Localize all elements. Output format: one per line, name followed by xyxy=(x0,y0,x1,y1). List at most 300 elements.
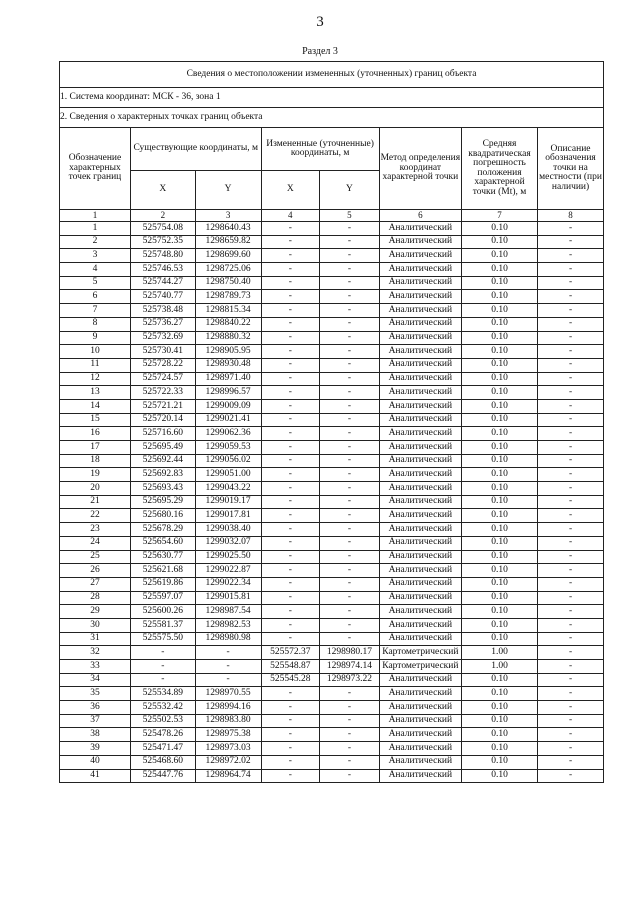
cell-point-number: 11 xyxy=(60,358,131,372)
cell-method: Аналитический xyxy=(379,235,461,249)
cell-existing-y: 1298725.06 xyxy=(195,263,261,277)
cell-point-number: 29 xyxy=(60,605,131,619)
cell-method: Аналитический xyxy=(379,591,461,605)
cell-existing-x: 525621.68 xyxy=(130,564,195,578)
cell-accuracy: 0.10 xyxy=(461,523,537,537)
cell-method: Картометрический xyxy=(379,660,461,674)
column-number: 4 xyxy=(261,210,320,222)
cell-changed-x: - xyxy=(261,714,320,728)
cell-point-number: 30 xyxy=(60,618,131,632)
cell-changed-y: - xyxy=(320,468,380,482)
cell-accuracy: 0.10 xyxy=(461,372,537,386)
cell-existing-y: 1298994.16 xyxy=(195,701,261,715)
cell-changed-x: - xyxy=(261,701,320,715)
cell-description: - xyxy=(538,276,604,290)
points-section-title: 2. Сведения о характерных точках границ объекта xyxy=(60,108,604,128)
cell-point-number: 36 xyxy=(60,701,131,715)
header-changed-y: Y xyxy=(320,171,380,210)
table-row xyxy=(60,249,604,263)
cell-description: - xyxy=(538,290,604,304)
cell-accuracy: 0.10 xyxy=(461,742,537,756)
cell-changed-x: - xyxy=(261,317,320,331)
cell-accuracy: 0.10 xyxy=(461,454,537,468)
cell-changed-y: - xyxy=(320,399,380,413)
cell-existing-x: 525744.27 xyxy=(130,276,195,290)
cell-existing-x: - xyxy=(130,660,195,674)
cell-changed-y: - xyxy=(320,714,380,728)
table-row xyxy=(60,673,604,687)
cell-description: - xyxy=(538,564,604,578)
cell-existing-x: 525534.89 xyxy=(130,687,195,701)
cell-changed-x: - xyxy=(261,304,320,318)
header-method: Метод определения координат характерной точки xyxy=(379,128,461,210)
table-row xyxy=(60,290,604,304)
cell-description: - xyxy=(538,769,604,783)
cell-description: - xyxy=(538,495,604,509)
table-row xyxy=(60,769,604,783)
table-row xyxy=(60,399,604,413)
cell-accuracy: 1.00 xyxy=(461,660,537,674)
page-number: 3 xyxy=(316,14,324,30)
table-row xyxy=(60,618,604,632)
cell-existing-x: 525502.53 xyxy=(130,714,195,728)
cell-changed-y: 1298980.17 xyxy=(320,646,380,660)
table-row xyxy=(60,660,604,674)
cell-accuracy: 0.10 xyxy=(461,263,537,277)
cell-existing-y: 1298970.55 xyxy=(195,687,261,701)
cell-existing-x: 525716.60 xyxy=(130,427,195,441)
cell-changed-x: - xyxy=(261,345,320,359)
cell-accuracy: 0.10 xyxy=(461,755,537,769)
cell-existing-x: 525619.86 xyxy=(130,577,195,591)
header-description: Описание обозначения точки на местности (при наличии) xyxy=(538,128,604,210)
cell-changed-y: 1298974.14 xyxy=(320,660,380,674)
cell-changed-x: 525548.87 xyxy=(261,660,320,674)
cell-point-number: 7 xyxy=(60,304,131,318)
cell-changed-x: - xyxy=(261,591,320,605)
cell-changed-y: - xyxy=(320,290,380,304)
cell-existing-x: 525678.29 xyxy=(130,523,195,537)
table-row xyxy=(60,728,604,742)
cell-accuracy: 0.10 xyxy=(461,331,537,345)
cell-description: - xyxy=(538,536,604,550)
table-row xyxy=(60,714,604,728)
column-number: 5 xyxy=(320,210,380,222)
cell-existing-y: 1298659.82 xyxy=(195,235,261,249)
cell-changed-x: - xyxy=(261,386,320,400)
table-row xyxy=(60,482,604,496)
cell-point-number: 15 xyxy=(60,413,131,427)
cell-point-number: 33 xyxy=(60,660,131,674)
cell-description: - xyxy=(538,550,604,564)
cell-description: - xyxy=(538,755,604,769)
cell-existing-y: - xyxy=(195,673,261,687)
cell-point-number: 31 xyxy=(60,632,131,646)
cell-existing-y: 1299051.00 xyxy=(195,468,261,482)
cell-point-number: 22 xyxy=(60,509,131,523)
header-point-designation: Обозначение характерных точек границ xyxy=(60,128,131,210)
header-existing-x: X xyxy=(130,171,195,210)
cell-description: - xyxy=(538,235,604,249)
cell-accuracy: 0.10 xyxy=(461,290,537,304)
cell-existing-y: 1299059.53 xyxy=(195,441,261,455)
cell-changed-x: - xyxy=(261,728,320,742)
cell-changed-y: - xyxy=(320,605,380,619)
cell-changed-y: - xyxy=(320,742,380,756)
column-number: 1 xyxy=(60,210,131,222)
cell-description: - xyxy=(538,742,604,756)
cell-existing-y: 1298815.34 xyxy=(195,304,261,318)
cell-existing-x: 525754.08 xyxy=(130,222,195,236)
cell-description: - xyxy=(538,317,604,331)
cell-existing-y: 1298987.54 xyxy=(195,605,261,619)
cell-existing-y: 1299025.50 xyxy=(195,550,261,564)
cell-method: Аналитический xyxy=(379,509,461,523)
cell-accuracy: 0.10 xyxy=(461,701,537,715)
cell-existing-y: 1299062.36 xyxy=(195,427,261,441)
cell-point-number: 41 xyxy=(60,769,131,783)
cell-accuracy: 0.10 xyxy=(461,276,537,290)
table-row xyxy=(60,358,604,372)
cell-description: - xyxy=(538,399,604,413)
cell-point-number: 14 xyxy=(60,399,131,413)
cell-method: Картометрический xyxy=(379,646,461,660)
header-accuracy: Средняя квадратическая погрешность положения характерной точки (Mt), м xyxy=(461,128,537,210)
cell-existing-x: 525471.47 xyxy=(130,742,195,756)
cell-existing-x: 525680.16 xyxy=(130,509,195,523)
header-changed-coords: Измененные (уточненные) координаты, м xyxy=(261,128,379,171)
table-row xyxy=(60,523,604,537)
cell-method: Аналитический xyxy=(379,331,461,345)
cell-description: - xyxy=(538,222,604,236)
cell-existing-x: 525581.37 xyxy=(130,618,195,632)
cell-existing-y: 1298996.57 xyxy=(195,386,261,400)
cell-changed-x: - xyxy=(261,564,320,578)
cell-method: Аналитический xyxy=(379,468,461,482)
cell-changed-x: - xyxy=(261,222,320,236)
table-row xyxy=(60,605,604,619)
cell-changed-y: - xyxy=(320,331,380,345)
cell-method: Аналитический xyxy=(379,345,461,359)
cell-accuracy: 0.10 xyxy=(461,413,537,427)
table-row xyxy=(60,441,604,455)
cell-changed-y: - xyxy=(320,304,380,318)
cell-existing-x: 525738.48 xyxy=(130,304,195,318)
cell-existing-y: 1298971.40 xyxy=(195,372,261,386)
cell-point-number: 35 xyxy=(60,687,131,701)
cell-changed-x: - xyxy=(261,331,320,345)
cell-changed-x: - xyxy=(261,358,320,372)
cell-existing-x: 525748.80 xyxy=(130,249,195,263)
cell-point-number: 27 xyxy=(60,577,131,591)
table-row xyxy=(60,646,604,660)
cell-changed-x: - xyxy=(261,276,320,290)
cell-method: Аналитический xyxy=(379,495,461,509)
cell-description: - xyxy=(538,509,604,523)
cell-point-number: 34 xyxy=(60,673,131,687)
cell-method: Аналитический xyxy=(379,714,461,728)
cell-changed-x: - xyxy=(261,536,320,550)
cell-accuracy: 0.10 xyxy=(461,591,537,605)
cell-description: - xyxy=(538,249,604,263)
cell-accuracy: 0.10 xyxy=(461,536,537,550)
cell-description: - xyxy=(538,454,604,468)
table-row xyxy=(60,222,604,236)
column-number: 3 xyxy=(195,210,261,222)
table-row xyxy=(60,495,604,509)
cell-changed-x: - xyxy=(261,413,320,427)
cell-existing-y: 1298840.22 xyxy=(195,317,261,331)
cell-method: Аналитический xyxy=(379,701,461,715)
cell-existing-y: 1298964.74 xyxy=(195,769,261,783)
cell-accuracy: 0.10 xyxy=(461,728,537,742)
cell-changed-x: - xyxy=(261,482,320,496)
cell-description: - xyxy=(538,468,604,482)
cell-changed-y: - xyxy=(320,345,380,359)
table-row xyxy=(60,687,604,701)
cell-changed-x: - xyxy=(261,605,320,619)
cell-description: - xyxy=(538,632,604,646)
cell-existing-x: 525695.29 xyxy=(130,495,195,509)
table-row xyxy=(60,550,604,564)
cell-point-number: 38 xyxy=(60,728,131,742)
cell-existing-x: 525728.22 xyxy=(130,358,195,372)
cell-existing-x: 525597.07 xyxy=(130,591,195,605)
cell-method: Аналитический xyxy=(379,482,461,496)
cell-changed-x: - xyxy=(261,742,320,756)
cell-changed-y: - xyxy=(320,427,380,441)
cell-description: - xyxy=(538,413,604,427)
cell-method: Аналитический xyxy=(379,413,461,427)
cell-existing-x: 525692.44 xyxy=(130,454,195,468)
cell-changed-x: - xyxy=(261,441,320,455)
cell-changed-y: - xyxy=(320,701,380,715)
cell-changed-y: - xyxy=(320,618,380,632)
cell-existing-x: 525721.21 xyxy=(130,399,195,413)
cell-existing-y: 1299009.09 xyxy=(195,399,261,413)
cell-changed-x: - xyxy=(261,372,320,386)
cell-existing-y: 1299017.81 xyxy=(195,509,261,523)
cell-existing-x: 525746.53 xyxy=(130,263,195,277)
table-row xyxy=(60,386,604,400)
cell-method: Аналитический xyxy=(379,317,461,331)
cell-changed-x: - xyxy=(261,399,320,413)
cell-description: - xyxy=(538,386,604,400)
cell-changed-y: - xyxy=(320,386,380,400)
cell-changed-x: - xyxy=(261,509,320,523)
cell-method: Аналитический xyxy=(379,605,461,619)
cell-existing-y: 1299043.22 xyxy=(195,482,261,496)
cell-description: - xyxy=(538,673,604,687)
table-row xyxy=(60,372,604,386)
header-existing-y: Y xyxy=(195,171,261,210)
cell-existing-y: 1298972.02 xyxy=(195,755,261,769)
cell-changed-x: - xyxy=(261,632,320,646)
cell-description: - xyxy=(538,714,604,728)
cell-changed-y: - xyxy=(320,317,380,331)
cell-existing-y: 1298973.03 xyxy=(195,742,261,756)
cell-existing-y: - xyxy=(195,660,261,674)
cell-existing-x: 525654.60 xyxy=(130,536,195,550)
table-title: Сведения о местоположении измененных (уточненных) границ объекта xyxy=(60,62,604,88)
cell-description: - xyxy=(538,687,604,701)
cell-changed-x: - xyxy=(261,290,320,304)
cell-existing-x: - xyxy=(130,673,195,687)
cell-changed-y: - xyxy=(320,372,380,386)
cell-method: Аналитический xyxy=(379,632,461,646)
cell-method: Аналитический xyxy=(379,249,461,263)
table-row xyxy=(60,632,604,646)
cell-existing-x: 525468.60 xyxy=(130,755,195,769)
cell-method: Аналитический xyxy=(379,276,461,290)
cell-point-number: 32 xyxy=(60,646,131,660)
table-row xyxy=(60,276,604,290)
cell-description: - xyxy=(538,591,604,605)
cell-changed-y: - xyxy=(320,577,380,591)
table-row xyxy=(60,345,604,359)
cell-method: Аналитический xyxy=(379,263,461,277)
cell-description: - xyxy=(538,358,604,372)
cell-description: - xyxy=(538,427,604,441)
cell-accuracy: 0.10 xyxy=(461,714,537,728)
cell-changed-y: - xyxy=(320,728,380,742)
cell-accuracy: 0.10 xyxy=(461,358,537,372)
cell-point-number: 16 xyxy=(60,427,131,441)
table-row xyxy=(60,701,604,715)
cell-accuracy: 0.10 xyxy=(461,687,537,701)
cell-existing-y: 1299038.40 xyxy=(195,523,261,537)
table-row xyxy=(60,509,604,523)
cell-point-number: 2 xyxy=(60,235,131,249)
cell-description: - xyxy=(538,482,604,496)
cell-existing-y: 1298880.32 xyxy=(195,331,261,345)
cell-changed-y: 1298973.22 xyxy=(320,673,380,687)
cell-existing-y: 1299056.02 xyxy=(195,454,261,468)
table-row xyxy=(60,413,604,427)
cell-changed-x: - xyxy=(261,427,320,441)
cell-accuracy: 0.10 xyxy=(461,468,537,482)
cell-existing-y: 1298905.95 xyxy=(195,345,261,359)
table-row xyxy=(60,591,604,605)
cell-existing-y: 1298930.48 xyxy=(195,358,261,372)
cell-accuracy: 0.10 xyxy=(461,222,537,236)
cell-point-number: 10 xyxy=(60,345,131,359)
cell-changed-y: - xyxy=(320,358,380,372)
cell-existing-x: 525575.50 xyxy=(130,632,195,646)
cell-description: - xyxy=(538,331,604,345)
cell-existing-y: 1298975.38 xyxy=(195,728,261,742)
cell-point-number: 12 xyxy=(60,372,131,386)
cell-point-number: 23 xyxy=(60,523,131,537)
cell-point-number: 4 xyxy=(60,263,131,277)
column-number: 2 xyxy=(130,210,195,222)
cell-point-number: 40 xyxy=(60,755,131,769)
cell-existing-x: 525478.26 xyxy=(130,728,195,742)
cell-changed-y: - xyxy=(320,276,380,290)
cell-changed-x: - xyxy=(261,249,320,263)
cell-accuracy: 0.10 xyxy=(461,304,537,318)
cell-accuracy: 0.10 xyxy=(461,235,537,249)
table-row xyxy=(60,564,604,578)
cell-description: - xyxy=(538,345,604,359)
cell-existing-x: 525740.77 xyxy=(130,290,195,304)
cell-accuracy: 0.10 xyxy=(461,427,537,441)
cell-changed-x: - xyxy=(261,468,320,482)
cell-existing-y: 1298789.73 xyxy=(195,290,261,304)
cell-changed-y: - xyxy=(320,454,380,468)
table-row xyxy=(60,331,604,345)
cell-description: - xyxy=(538,577,604,591)
cell-accuracy: 0.10 xyxy=(461,769,537,783)
cell-method: Аналитический xyxy=(379,523,461,537)
cell-method: Аналитический xyxy=(379,222,461,236)
cell-method: Аналитический xyxy=(379,386,461,400)
table-row xyxy=(60,742,604,756)
table-row xyxy=(60,235,604,249)
cell-description: - xyxy=(538,263,604,277)
cell-method: Аналитический xyxy=(379,577,461,591)
cell-accuracy: 0.10 xyxy=(461,441,537,455)
column-number: 8 xyxy=(538,210,604,222)
cell-existing-y: 1299022.87 xyxy=(195,564,261,578)
cell-method: Аналитический xyxy=(379,454,461,468)
cell-existing-x: 525692.83 xyxy=(130,468,195,482)
cell-method: Аналитический xyxy=(379,769,461,783)
cell-existing-y: 1298982.53 xyxy=(195,618,261,632)
table-row xyxy=(60,454,604,468)
header-existing-coords: Существующие координаты, м xyxy=(130,128,261,171)
cell-changed-x: 525572.37 xyxy=(261,646,320,660)
cell-existing-y: 1298750.40 xyxy=(195,276,261,290)
cell-point-number: 20 xyxy=(60,482,131,496)
table-row xyxy=(60,755,604,769)
cell-method: Аналитический xyxy=(379,742,461,756)
cell-point-number: 26 xyxy=(60,564,131,578)
cell-accuracy: 0.10 xyxy=(461,618,537,632)
cell-changed-x: - xyxy=(261,454,320,468)
cell-point-number: 39 xyxy=(60,742,131,756)
cell-existing-y: 1298640.43 xyxy=(195,222,261,236)
header-changed-x: X xyxy=(261,171,320,210)
column-number: 6 xyxy=(379,210,461,222)
cell-changed-y: - xyxy=(320,550,380,564)
cell-point-number: 18 xyxy=(60,454,131,468)
cell-changed-y: - xyxy=(320,523,380,537)
cell-method: Аналитический xyxy=(379,290,461,304)
cell-existing-x: 525736.27 xyxy=(130,317,195,331)
cell-accuracy: 0.10 xyxy=(461,577,537,591)
cell-changed-y: - xyxy=(320,495,380,509)
cell-changed-x: - xyxy=(261,687,320,701)
cell-point-number: 37 xyxy=(60,714,131,728)
coordinate-system: 1. Система координат: МСК - 36, зона 1 xyxy=(60,88,604,108)
cell-accuracy: 0.10 xyxy=(461,632,537,646)
cell-existing-x: 525724.57 xyxy=(130,372,195,386)
cell-method: Аналитический xyxy=(379,550,461,564)
cell-description: - xyxy=(538,523,604,537)
cell-existing-x: - xyxy=(130,646,195,660)
cell-changed-y: - xyxy=(320,536,380,550)
cell-changed-y: - xyxy=(320,441,380,455)
cell-changed-x: - xyxy=(261,550,320,564)
cell-accuracy: 0.10 xyxy=(461,482,537,496)
table-row xyxy=(60,317,604,331)
cell-accuracy: 0.10 xyxy=(461,345,537,359)
cell-point-number: 24 xyxy=(60,536,131,550)
cell-existing-x: 525752.35 xyxy=(130,235,195,249)
cell-method: Аналитический xyxy=(379,755,461,769)
cell-changed-x: - xyxy=(261,523,320,537)
